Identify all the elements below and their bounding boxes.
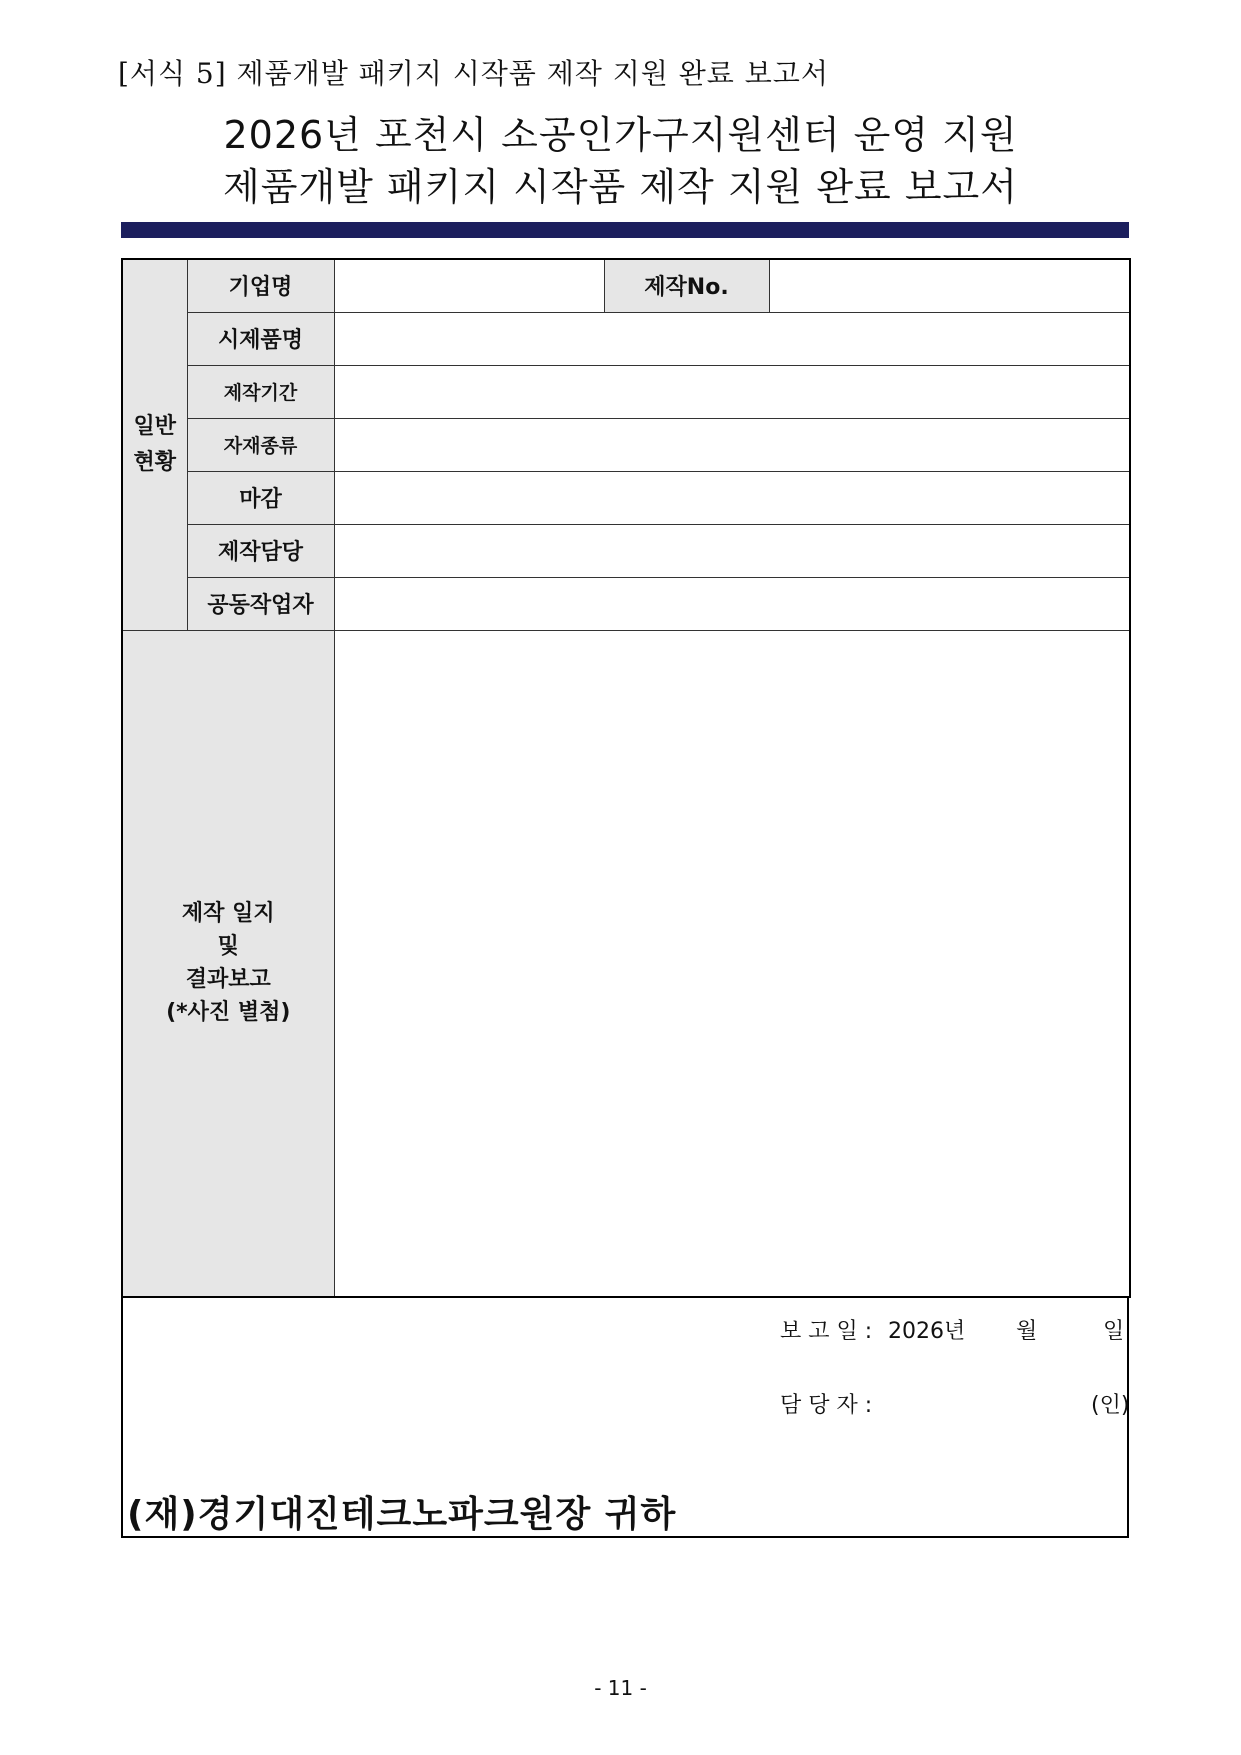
- form-label: [서식 5] 제품개발 패키지 시작품 제작 지원 완료 보고서: [118, 57, 829, 90]
- document-title-line2: 제품개발 패키지 시작품 제작 지원 완료 보고서: [223, 165, 1018, 209]
- finish-field[interactable]: [334, 471, 1130, 524]
- page-number: - 11 -: [594, 1676, 647, 1700]
- production-manager-label: 제작담당: [187, 524, 334, 577]
- report-year: 2026년: [888, 1319, 966, 1344]
- report-date-label: 보 고 일 :: [780, 1319, 873, 1344]
- company-name-field[interactable]: [334, 259, 604, 312]
- material-type-field[interactable]: [334, 418, 1130, 471]
- seal-mark: (인): [1091, 1393, 1130, 1418]
- finish-label: 마감: [187, 471, 334, 524]
- addressee: (재)경기대진테크노파크원장 귀하: [127, 1494, 677, 1535]
- signature-block: [121, 1298, 1129, 1538]
- report-month: 월: [1016, 1319, 1038, 1344]
- manager-label: 담 당 자 :: [780, 1393, 873, 1418]
- production-log-field[interactable]: [334, 630, 1130, 1297]
- title-divider-bar: [121, 222, 1129, 238]
- production-no-label: 제작No.: [604, 259, 769, 312]
- production-no-field[interactable]: [769, 259, 1130, 312]
- co-worker-field[interactable]: [334, 577, 1130, 630]
- production-manager-field[interactable]: [334, 524, 1130, 577]
- production-period-label: 제작기간: [187, 365, 334, 418]
- production-log-label: 제작 일지 및 결과보고 (*사진 별첨): [122, 630, 334, 1297]
- prototype-name-field[interactable]: [334, 312, 1130, 365]
- report-form-table: [121, 258, 1131, 1298]
- co-worker-label: 공동작업자: [187, 577, 334, 630]
- production-period-field[interactable]: [334, 365, 1130, 418]
- report-day: 일: [1103, 1319, 1125, 1344]
- prototype-name-label: 시제품명: [187, 312, 334, 365]
- company-name-label: 기업명: [187, 259, 334, 312]
- material-type-label: 자재종류: [187, 418, 334, 471]
- document-title-line1: 2026년 포천시 소공인가구지원센터 운영 지원: [223, 113, 1018, 157]
- general-status-header: 일반 현황: [122, 259, 187, 630]
